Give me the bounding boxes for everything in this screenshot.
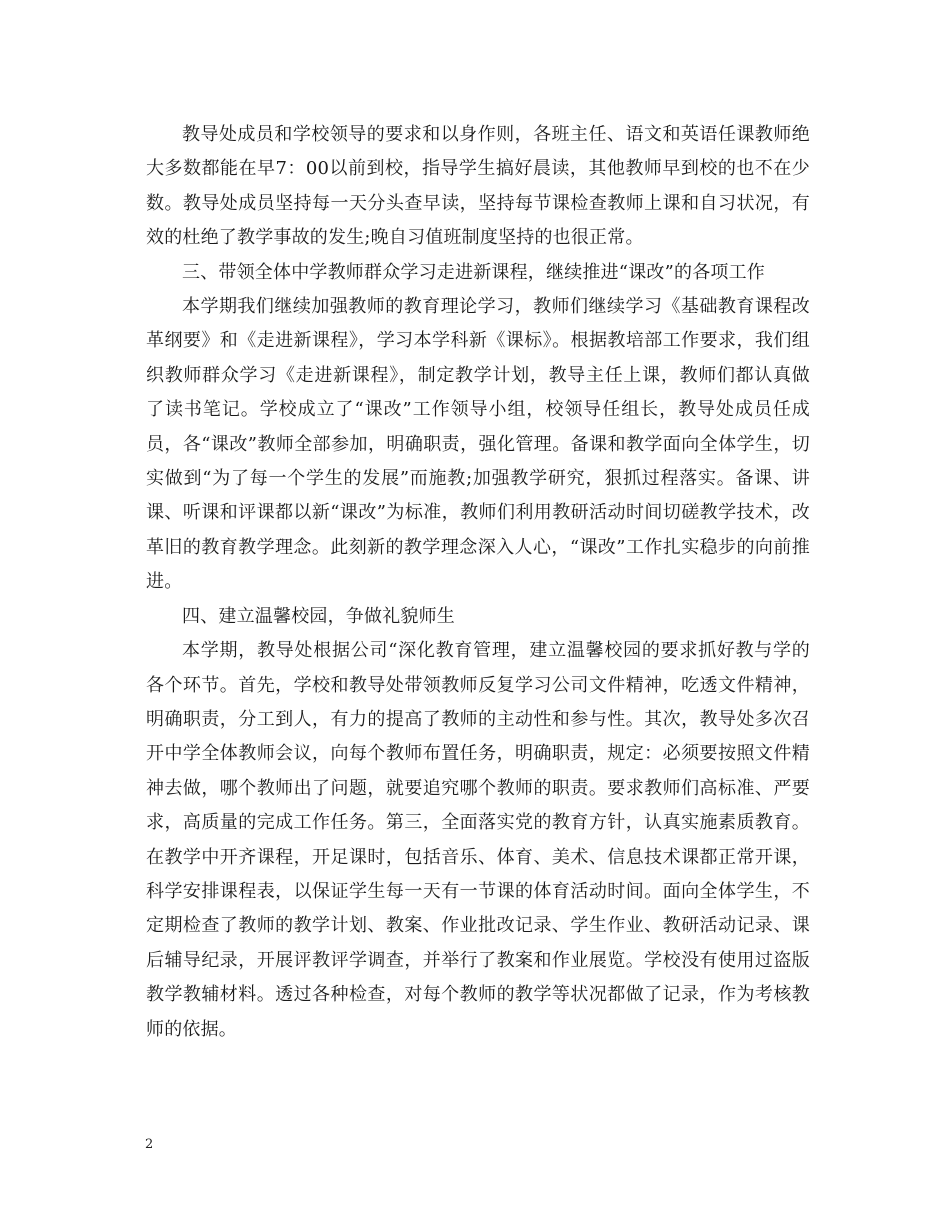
page-number: 2 (145, 1137, 154, 1152)
paragraph-morning-reading: 教导处成员和学校领导的要求和以身作则，各班主任、语文和英语任课教师绝大多数都能在早7：00以前到校，指导学生搞好晨读，其他教师早到校的也不在少数。教导处成员坚持每一天分头查早读，坚持每节课检查教师上课和自习状况，有效的杜绝了教学事故的发生;晚自习值班制度坚持的也很正常。 (146, 124, 810, 249)
section-heading-curriculum-reform: 三、带领全体中学教师群众学习走进新课程，继续推进“课改”的各项工作 (182, 261, 766, 283)
section-heading-warm-campus: 四、建立温馨校园，争做礼貌师生 (182, 605, 455, 627)
paragraph-curriculum-reform: 本学期我们继续加强教师的教育理论学习，教师们继续学习《基础教育课程改革纲要》和《走进新课程》，学习本学科新《课标》。根据教培部工作要求，我们组织教师群众学习《走进新课程》，制定教学计划，教导主任上课，教师们都认真做了读书笔记。学校成立了“课改”工作领导小组，校领导任组长，教导处成员任成员，各“课改”教师全部参加，明确职责，强化管理。备课和教学面向全体学生，切实做到“为了每一个学生的发展”而施教;加强教学研究，狠抓过程落实。备课、讲课、听课和评课都以新“课改”为标准，教师们利用教研活动时间切磋教学技术，改革旧的教育教学理念。此刻新的教学理念深入人心，“课改”工作扎实稳步的向前推进。 (146, 296, 810, 593)
paragraph-warm-campus: 本学期，教导处根据公司“深化教育管理，建立温馨校园的要求抓好教与学的各个环节。首先，学校和教导处带领教师反复学习公司文件精神，吃透文件精神，明确职责，分工到人，有力的提高了教师的主动性和参与性。其次，教导处多次召开中学全体教师会议，向每个教师布置任务，明确职责，规定：必须要按照文件精神去做，哪个教师出了问题，就要追究哪个教师的职责。要求教师们高标准、严要求，高质量的完成工作任务。第三，全面落实党的教育方针，认真实施素质教育。在教学中开齐课程，开足课时，包括音乐、体育、美术、信息技术课都正常开课，科学安排课程表，以保证学生每一天有一节课的体育活动时间。面向全体学生，不定期检查了教师的教学计划、教案、作业批改记录、学生作业、教研活动记录、课后辅导纪录，开展评教评学调查，并举行了教案和作业展览。学校没有使用过盗版教学教辅材料。透过各种检查，对每个教师的教学等状况都做了记录，作为考核教师的依据。 (146, 640, 810, 1040)
body-text (146, 118, 810, 1047)
